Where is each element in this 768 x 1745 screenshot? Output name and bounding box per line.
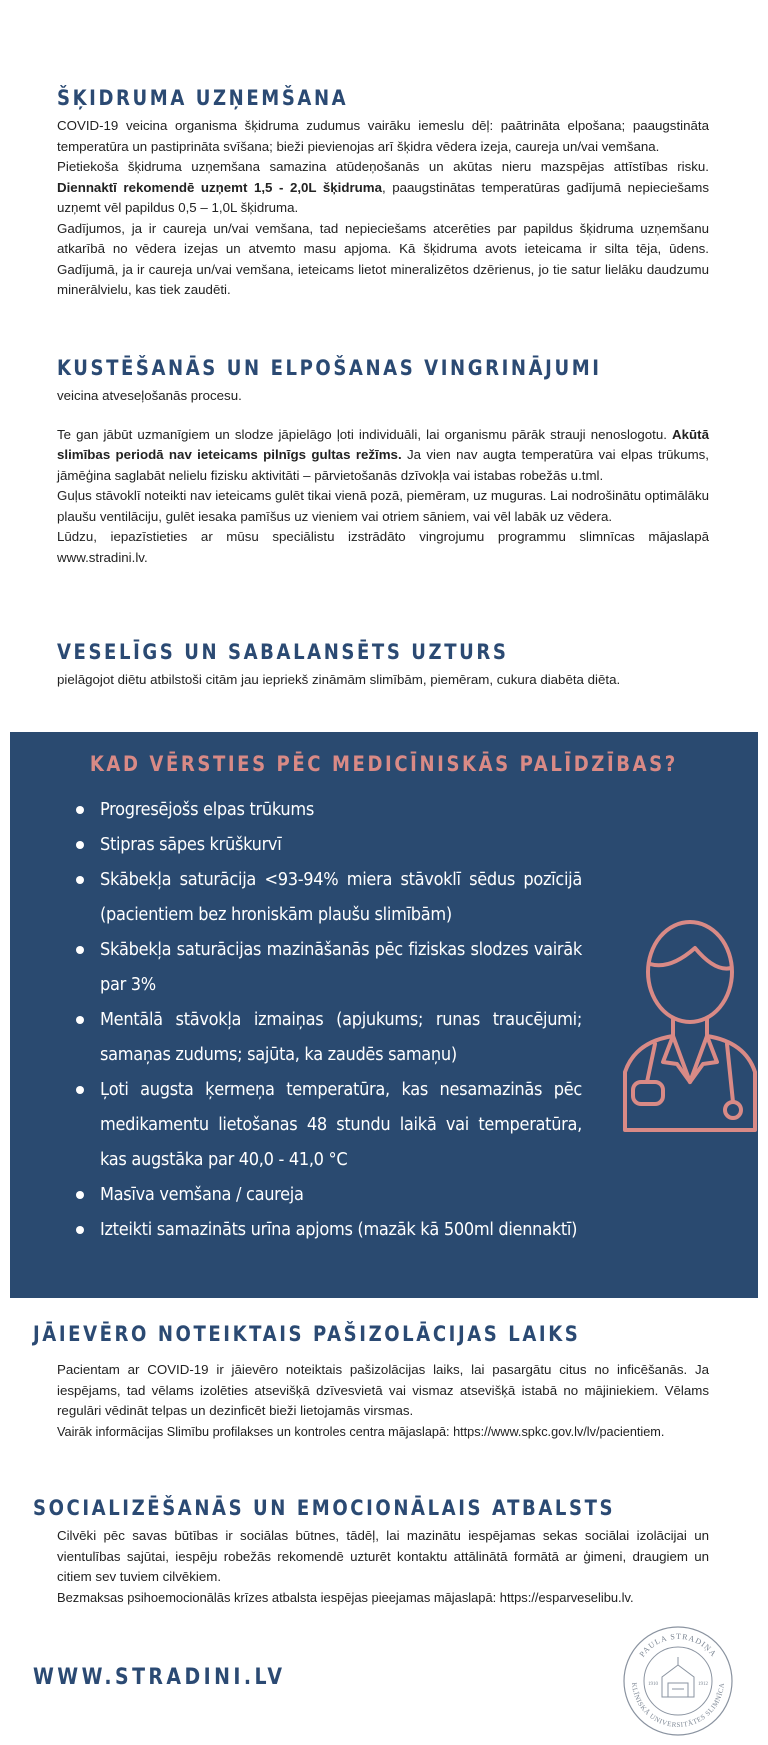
section-fluid-intake — [57, 86, 709, 301]
symptom-list — [72, 792, 582, 1247]
list-item: Izteikti samazināts urīna apjoms (mazāk kā 500ml diennaktī) — [72, 1212, 582, 1247]
hospital-seal-icon — [622, 1625, 734, 1737]
emphasis: Akūtā slimības periodā nav ieteicams pilnīgs gultas režīms. — [57, 426, 709, 462]
paragraph: COVID-19 veicina organisma šķidruma zudumus vairāku iemeslu dēļ: paātrināta elpošana; paaugstināta temperatūra un pastiprināta svīšana; bieži pievienojas arī šķidra vēdera izeja, caureja un/vai vemšana. — [57, 118, 709, 154]
doctor-icon — [615, 912, 765, 1132]
section-title: SOCIALIZĒŠANĀS UN EMOCIONĀLAIS ATBALSTS — [33, 1496, 616, 1520]
svg-text:1912: 1912 — [698, 1682, 708, 1687]
svg-text:KLĪNISKĀ UNIVERSITĀTES SLIMNĪC: KLĪNISKĀ UNIVERSITĀTES SLIMNĪCA — [629, 1682, 727, 1730]
paragraph: Lūdzu, iepazīstieties ar mūsu speciālistu izstrādāto vingrojumu programmu slimnīcas mājaslapā www.stradini.lv. — [57, 529, 709, 565]
medical-help-box — [10, 732, 758, 1298]
section-title: JĀIEVĒRO NOTEIKTAIS PAŠIZOLĀCIJAS LAIKS — [33, 1322, 581, 1346]
paragraph: Cilvēki pēc savas būtības ir sociālas būtnes, tādēļ, lai mazinātu iespējamas sekas sociālai izolācijai un vientulības sajūtai, iespēju robežās rekomendē uzturēt kontaktu attālinātā formātā ar ģimeni, draugiem un citiem sev tuviem cilvēkiem. — [57, 1528, 709, 1584]
list-item: Ļoti augsta ķermeņa temperatūra, kas nesamazinās pēc medikamentu lietošanas 48 stundu laikā vai temperatūra, kas augstāka par 40,0 - 41,0 °C — [72, 1072, 582, 1177]
list-item: Skābekļa saturācijas mazināšanās pēc fiziskas slodzes vairāk par 3% — [72, 932, 582, 1002]
paragraph: Guļus stāvoklī noteikti nav ieteicams gulēt tikai vienā pozā, piemēram, uz muguras. Lai nodrošinātu optimālāku plaušu ventilāciju, gulēt iesaka pamīšus uz vieniem vai otriem sāniem, vai vēl labāk uz vēdera. — [57, 488, 709, 524]
section-movement-breathing — [57, 356, 709, 568]
paragraph: Pacientam ar COVID-19 ir jāievēro noteiktais pašizolācijas laiks, lai pasargātu citus no inficēšanās. Ja iespējams, tad vēlams izolēties atsevišķā dzīvesvietā vai vismaz atsevišķā istabā no mājiniekiem. Vēlams regulāri vēdināt telpas un dezinficēt bieži lietojamās virsmas. — [57, 1362, 709, 1418]
list-item: Skābekļa saturācija <93-94% miera stāvoklī sēdus pozīcijā (pacientiem bez hroniskām plaušu slimībām) — [72, 862, 582, 932]
emphasis: Diennaktī rekomendē uzņemt 1,5 - 2,0L šķidruma — [57, 179, 382, 195]
paragraph: Te gan jābūt uzmanīgiem un slodze jāpielāgo ļoti individuāli, lai organismu pārāk strauji nenoslogotu. Akūtā slimības periodā nav ieteicams pilnīgs gultas režīms. Ja vien nav augta temperatūra vai elpas trūkums, jāmēģina saglabāt nelielu fizisku aktivitāti – pārvietošanās dzīvokļa vai istabas robežās u.tml. — [57, 426, 709, 483]
paragraph: Vairāk informācijas Slimību profilakses un kontroles centra mājaslapā: https://www.spkc.gov.lv/lv/pacientiem. — [57, 1424, 665, 1439]
section-title: KUSTĒŠANĀS UN ELPOŠANAS VINGRINĀJUMI — [57, 356, 602, 380]
section-title: VESELĪGS UN SABALANSĒTS UZTURS — [57, 640, 509, 664]
list-item: Stipras sāpes krūškurvī — [72, 827, 582, 862]
paragraph: Pietiekoša šķidruma uzņemšana samazina atūdeņošanās un akūtas nieru mazspējas attīstības risku. Diennaktī rekomendē uzņemt 1,5 - 2,0L šķidruma, paaugstinātas temperatūras gadījumā nepieciešams uzņemt vēl papildus 0,5 – 1,0L šķidruma. — [57, 159, 709, 215]
svg-text:1910: 1910 — [648, 1682, 658, 1687]
svg-text:PAULA STRADIŅA: PAULA STRADIŅA — [637, 1631, 719, 1659]
list-item: Progresējošs elpas trūkums — [72, 792, 582, 827]
list-item: Mentālā stāvokļa izmaiņas (apjukums; runas traucējumi; samaņas zudums; sajūta, ka zaudēs samaņu) — [72, 1002, 582, 1072]
help-box-title: KAD VĒRSTIES PĒC MEDICĪNISKĀS PALĪDZĪBAS? — [90, 752, 678, 776]
website-link[interactable]: WWW.STRADINI.LV — [33, 1665, 286, 1690]
section-self-isolation — [33, 1322, 709, 1442]
section-socializing — [33, 1496, 709, 1608]
list-item: Masīva vemšana / caureja — [72, 1177, 582, 1212]
paragraph: Gadījumos, ja ir caureja un/vai vemšana, tad nepieciešams atcerēties par papildus šķidruma uzņemšanu atkarībā no vēdera izejas un atvemto masu apjoma. Kā šķidruma avots ieteicama ir silta tēja, ūdens. Gadījumā, ja ir caureja un/vai vemšana, ieteicams lietot mineralizētos dzērienus, jo tie satur lielāku daudzumu minerālvielu, kas tiek zaudēti. — [57, 220, 709, 297]
paragraph: veicina atveseļošanās procesu. — [57, 388, 242, 403]
paragraph: pielāgojot diētu atbilstoši citām jau iepriekš zināmām slimībām, piemēram, cukura diabēta diēta. — [57, 672, 621, 687]
section-title: ŠĶIDRUMA UZŅEMŠANA — [57, 86, 349, 110]
paragraph: Bezmaksas psihoemocionālās krīzes atbalsta iespējas pieejamas mājaslapā: https://esparveselibu.lv. — [57, 1589, 634, 1605]
section-nutrition — [57, 640, 709, 691]
